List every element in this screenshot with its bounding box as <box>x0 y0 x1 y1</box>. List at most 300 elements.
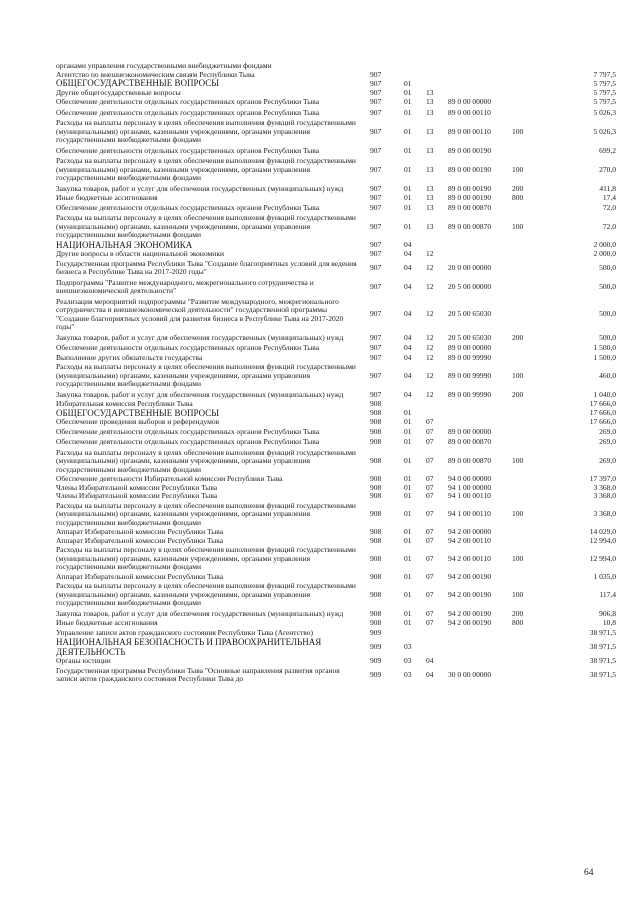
row-podrazdel-code: 13 <box>426 221 434 231</box>
row-razdel-code: 01 <box>404 456 412 465</box>
row-name: Избирательная комиссия Республики Тыва <box>56 399 193 408</box>
row-glavnyi-code: 907 <box>370 78 382 88</box>
row-name: Закупка товаров, работ и услуг для обеспечения государственных (муниципальных) нужд <box>56 332 344 342</box>
row-podrazdel-code: 12 <box>426 262 434 272</box>
row-expense-type <box>512 259 552 278</box>
row-podrazdel-code: 13 <box>426 202 434 212</box>
row-razdel-code: 01 <box>404 87 412 97</box>
row-podrazdel-code: 07 <box>426 553 434 563</box>
row-name: ОБЩЕГОСУДАРСТВЕННЫЕ ВОПРОСЫ <box>56 78 220 88</box>
table-row <box>56 108 616 119</box>
row-glavnyi-code: 908 <box>370 408 382 417</box>
table-row <box>56 156 616 184</box>
row-glavnyi-code: 908 <box>370 482 382 492</box>
row-razdel-code: 01 <box>404 183 412 193</box>
row-glavnyi-code: 908 <box>370 527 382 536</box>
row-razdel-code: 01 <box>404 417 412 426</box>
row-amount: 3 368,0 <box>593 509 616 518</box>
row-glavnyi-code: 907 <box>370 262 382 272</box>
row-name: Расходы на выплаты персоналу в целях обеспечения выполнения функций государственными (муниципальными) органами, казенными учреждениями, органами управления государственными внебюджетными фондами <box>56 500 356 527</box>
row-expense-type <box>512 241 552 251</box>
row-name: Выполнение других обязательств государства <box>56 352 203 362</box>
row-podrazdel-code <box>426 400 448 409</box>
row-expense-type: 200 <box>512 183 524 193</box>
row-target-article: 89 0 00 00000 <box>448 97 492 106</box>
row-name: Закупка товаров, работ и услуг для обеспечения государственных (муниципальных) нужд <box>56 183 344 193</box>
row-glavnyi-code: 908 <box>370 608 382 618</box>
row-razdel-code: 04 <box>404 240 412 249</box>
table-row <box>56 418 616 427</box>
row-target-article: 20 5 00 00000 <box>448 281 492 291</box>
row-podrazdel-code <box>426 638 448 657</box>
row-name: Обеспечение деятельности отдельных государственных органов Республики Тыва <box>56 437 320 446</box>
row-razdel-code: 04 <box>404 262 412 272</box>
row-expense-type <box>512 108 552 119</box>
row-glavnyi-code: 907 <box>370 389 382 399</box>
row-name: Расходы на выплаты персоналу в целях обеспечения выполнения функций государственными (муниципальными) органами, казенными учреждениями, органами управления государственными внебюджетными фондами <box>56 156 356 182</box>
row-amount: 5 026,3 <box>593 107 616 117</box>
row-expense-type: 800 <box>512 618 524 627</box>
row-podrazdel-code: 13 <box>426 97 434 106</box>
row-name: Обеспечение деятельности Избирательной комиссии Республики Тыва <box>56 474 283 483</box>
row-name: ОБЩЕГОСУДАРСТВЕННЫЕ ВОПРОСЫ <box>56 407 220 418</box>
row-target-article: 89 0 00 00190 <box>448 145 492 155</box>
row-name: Закупка товаров, работ и услуг для обеспечения государственных (муниципальных) нужд <box>56 389 344 399</box>
table-row <box>56 657 616 666</box>
row-podrazdel-code: 12 <box>426 343 434 352</box>
table-row <box>56 638 616 657</box>
row-amount: 269,0 <box>599 437 616 446</box>
row-razdel-code: 01 <box>404 535 412 545</box>
row-target-article: 94 1 00 00110 <box>448 509 491 518</box>
table-row <box>56 97 616 108</box>
row-expense-type <box>512 354 552 363</box>
table-row <box>56 259 616 278</box>
row-podrazdel-code: 12 <box>426 332 434 342</box>
table-row <box>56 354 616 363</box>
row-glavnyi-code: 907 <box>370 87 382 97</box>
row-glavnyi-code: 908 <box>370 535 382 545</box>
row-target-article <box>448 71 512 80</box>
row-podrazdel-code: 07 <box>426 456 434 465</box>
table-row <box>56 362 616 390</box>
row-expense-type <box>512 666 552 685</box>
row-razdel-code: 04 <box>404 370 412 380</box>
row-razdel-code: 01 <box>404 145 412 155</box>
row-podrazdel-code: 07 <box>426 437 434 446</box>
row-expense-type <box>512 437 552 448</box>
row-expense-type: 100 <box>512 509 524 518</box>
row-podrazdel-code: 12 <box>426 309 434 319</box>
row-amount: 10,8 <box>602 618 616 627</box>
row-expense-type <box>512 71 552 80</box>
row-podrazdel-code: 07 <box>426 535 434 545</box>
row-podrazdel-code: 13 <box>426 164 434 174</box>
table-row <box>56 250 616 259</box>
row-glavnyi-code: 907 <box>370 107 382 117</box>
row-name: Расходы на выплаты персоналу в целях обеспечения выполнения функций государственными (муниципальными) органами, казенными учреждениями, органами управления государственными внебюджетными фондами <box>56 362 356 388</box>
row-expense-type: 100 <box>512 589 524 599</box>
row-glavnyi-code: 909 <box>370 627 382 637</box>
row-glavnyi-code: 907 <box>370 69 382 79</box>
row-name: НАЦИОНАЛЬНАЯ БЕЗОПАСНОСТЬ И ПРАВООХРАНИТЕЛЬНАЯ ДЕЯТЕЛЬНОСТЬ <box>56 637 322 657</box>
row-target-article <box>448 400 512 409</box>
row-razdel-code: 01 <box>404 97 412 106</box>
table-row <box>56 146 616 157</box>
row-name: Расходы на выплаты персоналу в целях обеспечения выполнения функций государственными (муниципальными) органами, казенными учреждениями, органами управления государственными внебюджетными фондами <box>56 545 356 571</box>
row-podrazdel-code <box>426 628 448 639</box>
row-expense-type <box>512 638 552 657</box>
row-amount: 269,0 <box>599 426 616 436</box>
row-target-article: 89 0 00 99990 <box>448 352 492 362</box>
row-amount: 2 000,0 <box>593 249 616 258</box>
row-expense-type <box>512 484 552 493</box>
row-name: Расходы на выплаты персоналу в целях обеспечения выполнения функций государственными (муниципальными) органами, казенными учреждениями, органами управления государственными внебюджетными фондами <box>56 581 356 607</box>
row-razdel-code: 04 <box>404 249 412 258</box>
row-glavnyi-code: 908 <box>370 426 382 436</box>
row-razdel-code: 04 <box>404 281 412 291</box>
row-razdel-code: 01 <box>404 571 412 581</box>
row-name: Обеспечение деятельности отдельных государственных органов Республики Тыва <box>56 343 320 352</box>
row-expense-type <box>512 657 552 666</box>
row-podrazdel-code: 13 <box>426 183 434 193</box>
row-podrazdel-code: 07 <box>426 589 434 599</box>
row-expense-type <box>512 409 552 419</box>
table-row <box>56 89 616 98</box>
row-amount: 5 026,3 <box>593 126 616 136</box>
row-glavnyi-code: 908 <box>370 618 382 627</box>
row-amount: 1 040,0 <box>593 389 616 399</box>
row-podrazdel-code: 04 <box>426 669 434 679</box>
row-name: Расходы на выплаты персоналу в целях обеспечения выполнения функций государственными (муниципальными) органами, казенными учреждениями, органами управления государственными внебюджетными фондами <box>56 213 356 239</box>
row-glavnyi-code: 907 <box>370 332 382 342</box>
row-podrazdel-code <box>426 62 448 71</box>
row-expense-type <box>512 573 552 582</box>
row-glavnyi-code: 909 <box>370 656 382 665</box>
row-target-article <box>448 628 512 639</box>
row-podrazdel-code: 07 <box>426 527 434 536</box>
row-razdel-code: 04 <box>404 332 412 342</box>
row-glavnyi-code: 907 <box>370 193 382 202</box>
table-row <box>56 537 616 546</box>
table-row <box>56 492 616 501</box>
row-target-article: 89 0 00 00870 <box>448 221 492 231</box>
page-number: 64 <box>584 868 594 878</box>
row-target-article <box>448 250 512 259</box>
row-amount: 500,0 <box>599 262 616 272</box>
row-target-article: 94 0 00 00000 <box>448 474 492 483</box>
row-name: Обеспечение деятельности отдельных государственных органов Республики Тыва <box>56 97 320 106</box>
row-glavnyi-code: 907 <box>370 164 382 174</box>
row-target-article: 94 2 00 00110 <box>448 535 491 545</box>
row-name: Обеспечение деятельности отдельных государственных органов Республики Тыва <box>56 202 320 212</box>
row-amount: 699,2 <box>599 145 616 155</box>
row-razdel-code: 01 <box>404 474 412 483</box>
row-expense-type <box>512 492 552 501</box>
row-amount: 1 500,0 <box>593 343 616 352</box>
row-amount: 3 368,0 <box>593 482 616 492</box>
row-name: Управление записи актов гражданского состояния Республики Тыва (Агентство) <box>56 627 314 637</box>
row-amount: 411,8 <box>599 183 616 193</box>
table-row <box>56 333 616 344</box>
row-glavnyi-code: 907 <box>370 145 382 155</box>
row-razdel-code: 01 <box>404 553 412 563</box>
row-target-article: 94 2 00 00190 <box>448 618 492 627</box>
row-expense-type <box>512 297 552 333</box>
row-razdel-code: 04 <box>404 343 412 352</box>
row-amount: 12 994,0 <box>589 553 616 563</box>
row-podrazdel-code: 13 <box>426 145 434 155</box>
row-glavnyi-code: 907 <box>370 309 382 319</box>
row-glavnyi-code: 908 <box>370 571 382 581</box>
table-row <box>56 278 616 297</box>
row-target-article: 20 5 00 65030 <box>448 309 492 319</box>
row-podrazdel-code: 13 <box>426 107 434 117</box>
row-expense-type: 100 <box>512 370 524 380</box>
row-name: Агентство по внешнеэкономическим связям Республики Тыва <box>56 69 255 79</box>
row-target-article: 94 2 00 00190 <box>448 608 492 618</box>
row-expense-type <box>512 146 552 157</box>
row-razdel-code: 01 <box>404 126 412 136</box>
row-razdel-code: 01 <box>404 589 412 599</box>
row-amount: 906,8 <box>599 608 616 618</box>
row-target-article: 20 0 00 00000 <box>448 262 492 272</box>
table-row <box>56 194 616 203</box>
row-expense-type: 200 <box>512 608 524 618</box>
row-expense-type <box>512 528 552 537</box>
table-row <box>56 545 616 573</box>
row-amount: 38 971,5 <box>589 656 616 665</box>
table-row <box>56 666 616 685</box>
row-razdel-code: 01 <box>404 107 412 117</box>
row-amount: 5 797,5 <box>593 87 616 97</box>
row-podrazdel-code <box>426 71 448 80</box>
row-expense-type: 100 <box>512 164 524 174</box>
row-razdel-code: 03 <box>404 642 412 652</box>
row-amount: 17 666,0 <box>589 408 616 417</box>
row-target-article: 20 5 00 65030 <box>448 332 492 342</box>
row-glavnyi-code: 907 <box>370 370 382 380</box>
row-target-article: 89 0 00 00110 <box>448 107 491 117</box>
row-glavnyi-code: 908 <box>370 437 382 446</box>
budget-table-page <box>56 62 616 685</box>
row-target-article: 30 0 00 00000 <box>448 669 492 679</box>
row-razdel-code: 01 <box>404 426 412 436</box>
table-row <box>56 501 616 529</box>
row-amount: 117,4 <box>599 589 616 599</box>
row-target-article: 89 0 00 99990 <box>448 370 492 380</box>
row-podrazdel-code: 07 <box>426 509 434 518</box>
row-amount: 1 035,0 <box>593 571 616 581</box>
row-amount: 38 971,5 <box>589 669 616 679</box>
row-razdel-code: 01 <box>404 408 412 417</box>
row-name: Другие вопросы в области национальной экономики <box>56 249 224 258</box>
row-expense-type <box>512 537 552 546</box>
row-podrazdel-code: 12 <box>426 352 434 362</box>
row-razdel-code <box>404 62 426 71</box>
row-target-article: 89 0 00 00870 <box>448 437 492 446</box>
row-name: Иные бюджетные ассигнования <box>56 618 158 627</box>
row-expense-type <box>512 400 552 409</box>
row-amount: 500,0 <box>599 309 616 319</box>
row-name: Реализация мероприятий подпрограммы "Развитие международного, межрегионального сотрудничества и внешнеэкономической деятельности" государственной программы "Создание благоприятных условий для развития бизнеса в Республике Тыва на 2017-2020 годы" <box>56 296 344 331</box>
row-expense-type <box>512 343 552 354</box>
table-row <box>56 297 616 333</box>
row-name: Члены Избирательной комиссии Республики Тыва <box>56 491 218 500</box>
row-target-article: 89 0 00 00110 <box>448 126 491 136</box>
table-row <box>56 619 616 628</box>
row-glavnyi-code: 908 <box>370 491 382 500</box>
row-amount: 5 797,5 <box>593 97 616 106</box>
budget-table-body <box>56 62 616 685</box>
row-podrazdel-code: 07 <box>426 482 434 492</box>
table-row <box>56 448 616 476</box>
row-expense-type <box>512 278 552 297</box>
row-glavnyi-code: 907 <box>370 343 382 352</box>
row-podrazdel-code: 04 <box>426 656 434 665</box>
row-razdel-code: 01 <box>404 221 412 231</box>
table-row <box>56 581 616 609</box>
row-razdel-code: 01 <box>404 527 412 536</box>
row-amount: 500,0 <box>599 281 616 291</box>
table-row <box>56 118 616 146</box>
row-name: Органы юстиции <box>56 656 111 665</box>
row-target-article: 94 2 00 00190 <box>448 571 492 581</box>
row-target-article: 89 0 00 00000 <box>448 426 492 436</box>
row-expense-type: 200 <box>512 389 524 399</box>
row-target-article <box>448 657 512 666</box>
row-expense-type <box>512 628 552 639</box>
row-name: Аппарат Избирательной комиссии Республики Тыва <box>56 535 224 545</box>
row-amount: 7 797,5 <box>593 69 616 79</box>
row-glavnyi-code: 907 <box>370 249 382 258</box>
row-razdel-code: 01 <box>404 482 412 492</box>
row-expense-type <box>512 97 552 108</box>
row-name: Обеспечение деятельности отдельных государственных органов Республики Тыва <box>56 426 320 436</box>
row-glavnyi-code: 908 <box>370 399 382 408</box>
row-name: Государственная программа Республики Тыва "Создание благоприятных условий для ведения бизнеса в Республике Тыва на 2017-2020 годы" <box>56 258 357 276</box>
row-amount: 17 666,0 <box>589 417 616 426</box>
row-amount: 14 029,0 <box>589 527 616 536</box>
table-row <box>56 203 616 214</box>
row-amount: 2 000,0 <box>593 240 616 249</box>
row-amount: 500,0 <box>599 332 616 342</box>
row-glavnyi-code: 908 <box>370 474 382 483</box>
row-podrazdel-code: 12 <box>426 370 434 380</box>
row-name: Обеспечение проведения выборов и референдумов <box>56 417 220 426</box>
table-row <box>56 427 616 438</box>
row-target-article: 94 1 00 00000 <box>448 482 492 492</box>
row-target-article: 89 0 00 00870 <box>448 456 492 465</box>
row-target-article <box>448 418 512 427</box>
row-name: Аппарат Избирательной комиссии Республики Тыва <box>56 527 224 536</box>
row-podrazdel-code: 07 <box>426 608 434 618</box>
row-glavnyi-code: 907 <box>370 202 382 212</box>
row-amount: 460,0 <box>599 370 616 380</box>
row-target-article: 89 0 00 00000 <box>448 343 492 352</box>
row-target-article <box>448 89 512 98</box>
row-target-article <box>448 638 512 657</box>
row-razdel-code <box>404 71 426 80</box>
row-target-article: 94 2 00 00110 <box>448 553 491 563</box>
row-glavnyi-code: 907 <box>370 240 382 249</box>
row-glavnyi-code: 907 <box>370 97 382 106</box>
row-amount: 17 666,0 <box>589 399 616 408</box>
row-razdel-code: 01 <box>404 164 412 174</box>
row-podrazdel-code: 13 <box>426 193 434 202</box>
row-expense-type <box>512 62 552 71</box>
row-razdel-code: 04 <box>404 309 412 319</box>
row-expense-type <box>512 89 552 98</box>
row-target-article: 94 2 00 00190 <box>448 589 492 599</box>
row-razdel-code: 01 <box>404 78 412 88</box>
row-name: Иные бюджетные ассигнования <box>56 193 158 202</box>
row-amount: 38 971,5 <box>589 642 616 652</box>
row-podrazdel-code: 12 <box>426 249 434 258</box>
table-row <box>56 573 616 582</box>
row-glavnyi-code: 908 <box>370 553 382 563</box>
row-expense-type: 200 <box>512 332 524 342</box>
row-target-article <box>448 79 512 89</box>
row-glavnyi-code: 909 <box>370 642 382 652</box>
row-name: Обеспечение деятельности отдельных государственных органов Республики Тыва <box>56 107 320 117</box>
row-target-article <box>448 62 512 71</box>
row-name: Аппарат Избирательной комиссии Республики Тыва <box>56 571 224 581</box>
table-row <box>56 343 616 354</box>
row-razdel-code: 04 <box>404 389 412 399</box>
row-glavnyi-code: 907 <box>370 126 382 136</box>
row-expense-type <box>512 203 552 214</box>
row-amount: 38 971,5 <box>589 627 616 637</box>
row-amount: 3 368,0 <box>593 491 616 500</box>
row-expense-type: 100 <box>512 126 524 136</box>
row-glavnyi-code <box>362 62 404 71</box>
row-podrazdel-code: 07 <box>426 618 434 627</box>
row-glavnyi-code: 908 <box>370 589 382 599</box>
row-razdel-code: 01 <box>404 193 412 202</box>
row-expense-type <box>512 475 552 484</box>
row-podrazdel-code: 13 <box>426 87 434 97</box>
row-name: Расходы на выплаты персоналу в целях обеспечения выполнения функций государственными (муниципальными) органами, казенными учреждениями, органами управления государственными внебюджетными фондами <box>56 118 356 144</box>
budget-table <box>56 62 616 685</box>
row-razdel-code <box>404 628 426 639</box>
row-podrazdel-code: 12 <box>426 389 434 399</box>
row-glavnyi-code: 908 <box>370 456 382 465</box>
row-amount: 17 397,0 <box>589 474 616 483</box>
row-razdel-code: 01 <box>404 608 412 618</box>
row-podrazdel-code: 12 <box>426 281 434 291</box>
row-razdel-code: 04 <box>404 352 412 362</box>
row-name: Закупка товаров, работ и услуг для обеспечения государственных (муниципальных) нужд <box>56 608 344 618</box>
row-target-article: 89 0 00 00190 <box>448 164 492 174</box>
row-name: органами управления государственными внебюджетными фондами <box>56 61 272 70</box>
row-podrazdel-code: 13 <box>426 126 434 136</box>
row-expense-type: 100 <box>512 553 524 563</box>
table-row <box>56 437 616 448</box>
row-amount: 5 797,5 <box>593 78 616 88</box>
row-podrazdel-code: 07 <box>426 426 434 436</box>
row-expense-type <box>512 79 552 89</box>
row-razdel-code: 01 <box>404 437 412 446</box>
row-name: Государственная программа Республики Тыва "Основные направления развития органов записи актов гражданского состояния Республики Тыва до <box>56 665 340 683</box>
row-name: НАЦИОНАЛЬНАЯ ЭКОНОМИКА <box>56 239 193 250</box>
row-target-article <box>448 409 512 419</box>
row-amount: 1 500,0 <box>593 352 616 362</box>
table-row <box>56 213 616 241</box>
row-amount: 72,0 <box>602 202 616 212</box>
row-target-article: 94 2 00 00000 <box>448 527 492 536</box>
row-expense-type: 800 <box>512 193 524 202</box>
